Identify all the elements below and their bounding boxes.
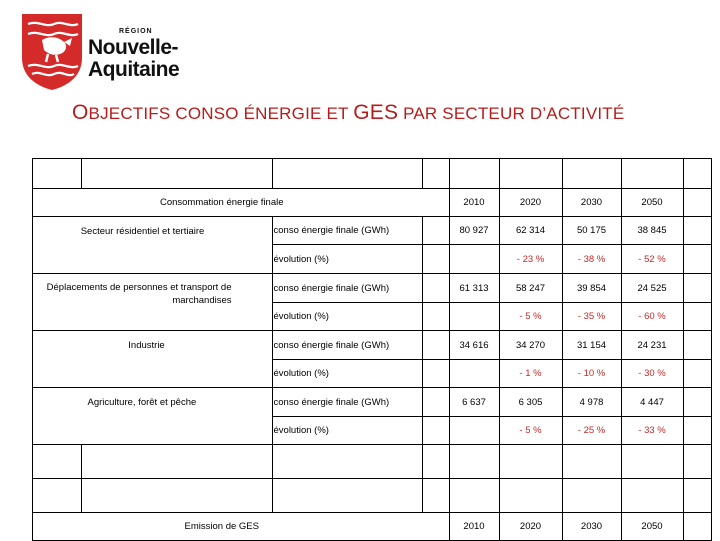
conso-label: conso énergie finale (GWh) [272,217,422,245]
conso-value: 50 175 [562,217,621,245]
conso-value: 62 314 [499,217,562,245]
ges-label: Emission de GES [82,513,423,541]
conso-value: 39 854 [562,274,621,303]
conso-value: 31 154 [562,331,621,360]
energy-objectives-table [32,158,712,541]
conso-value: 6 637 [449,388,499,417]
ges-header-row [33,513,712,541]
conso-value: 34 270 [499,331,562,360]
conso-value: 4 978 [562,388,621,417]
evolution-label: évolution (%) [272,360,422,388]
evolution-value: - 5 % [499,303,562,331]
conso-value: 58 247 [499,274,562,303]
table-row [33,331,712,360]
conso-value: 61 313 [449,274,499,303]
evolution-label: évolution (%) [272,417,422,445]
year-cell: 2010 [449,189,499,217]
year-cell: 2020 [499,189,562,217]
conso-value: 34 616 [449,331,499,360]
conso-value: 6 305 [499,388,562,417]
sector-name: Déplacements de personnes et transport de marchandises [46,282,232,307]
evolution-value: - 30 % [621,360,683,388]
table-row [33,360,712,388]
blank-row [33,479,712,513]
year-cell: 2050 [621,513,683,541]
evolution-value: - 60 % [621,303,683,331]
sector-name: Industrie [82,331,273,360]
conso-value: 80 927 [449,217,499,245]
evolution-value: - 25 % [562,417,621,445]
evolution-label: évolution (%) [272,245,422,274]
evolution-value: - 33 % [621,417,683,445]
evolution-label: évolution (%) [272,303,422,331]
logo-name-line2: Aquitaine [88,58,180,81]
year-cell: 2030 [562,189,621,217]
evolution-value: - 23 % [499,245,562,274]
evolution-value: - 35 % [562,303,621,331]
evolution-value: - 10 % [562,360,621,388]
sector-name: Secteur résidentiel et tertiaire [48,217,239,245]
lion-emblem-icon [18,10,90,94]
page-title: OBJECTIFS CONSO ÉNERGIE ET GES PAR SECTEUR D’ACTIVITÉ [72,101,625,124]
year-cell: 2030 [562,513,621,541]
table-row [33,217,712,245]
evolution-value: - 38 % [562,245,621,274]
blank-row [33,159,712,189]
evolution-value: - 52 % [621,245,683,274]
conso-value: 24 525 [621,274,683,303]
header-row [33,189,712,217]
conso-label: conso énergie finale (GWh) [272,331,422,360]
conso-label: conso énergie finale (GWh) [272,274,422,303]
year-cell: 2010 [449,513,499,541]
conso-value: 38 845 [621,217,683,245]
sector-name: Agriculture, forêt et pêche [87,396,197,408]
region-logo [18,10,198,94]
header-label: Consommation énergie finale [82,189,423,217]
year-cell: 2050 [621,189,683,217]
logo-name-line1: Nouvelle- [88,36,179,59]
evolution-value: - 1 % [499,360,562,388]
table-row [33,417,712,445]
conso-value: 4 447 [621,388,683,417]
year-cell: 2020 [499,513,562,541]
evolution-value: - 5 % [499,417,562,445]
table-row [33,274,712,303]
table-row [33,245,712,274]
conso-label: conso énergie finale (GWh) [272,388,422,417]
table-row [33,388,712,417]
logo-region-label: RÉGION [119,28,153,35]
conso-value: 24 231 [621,331,683,360]
blank-row [33,445,712,479]
